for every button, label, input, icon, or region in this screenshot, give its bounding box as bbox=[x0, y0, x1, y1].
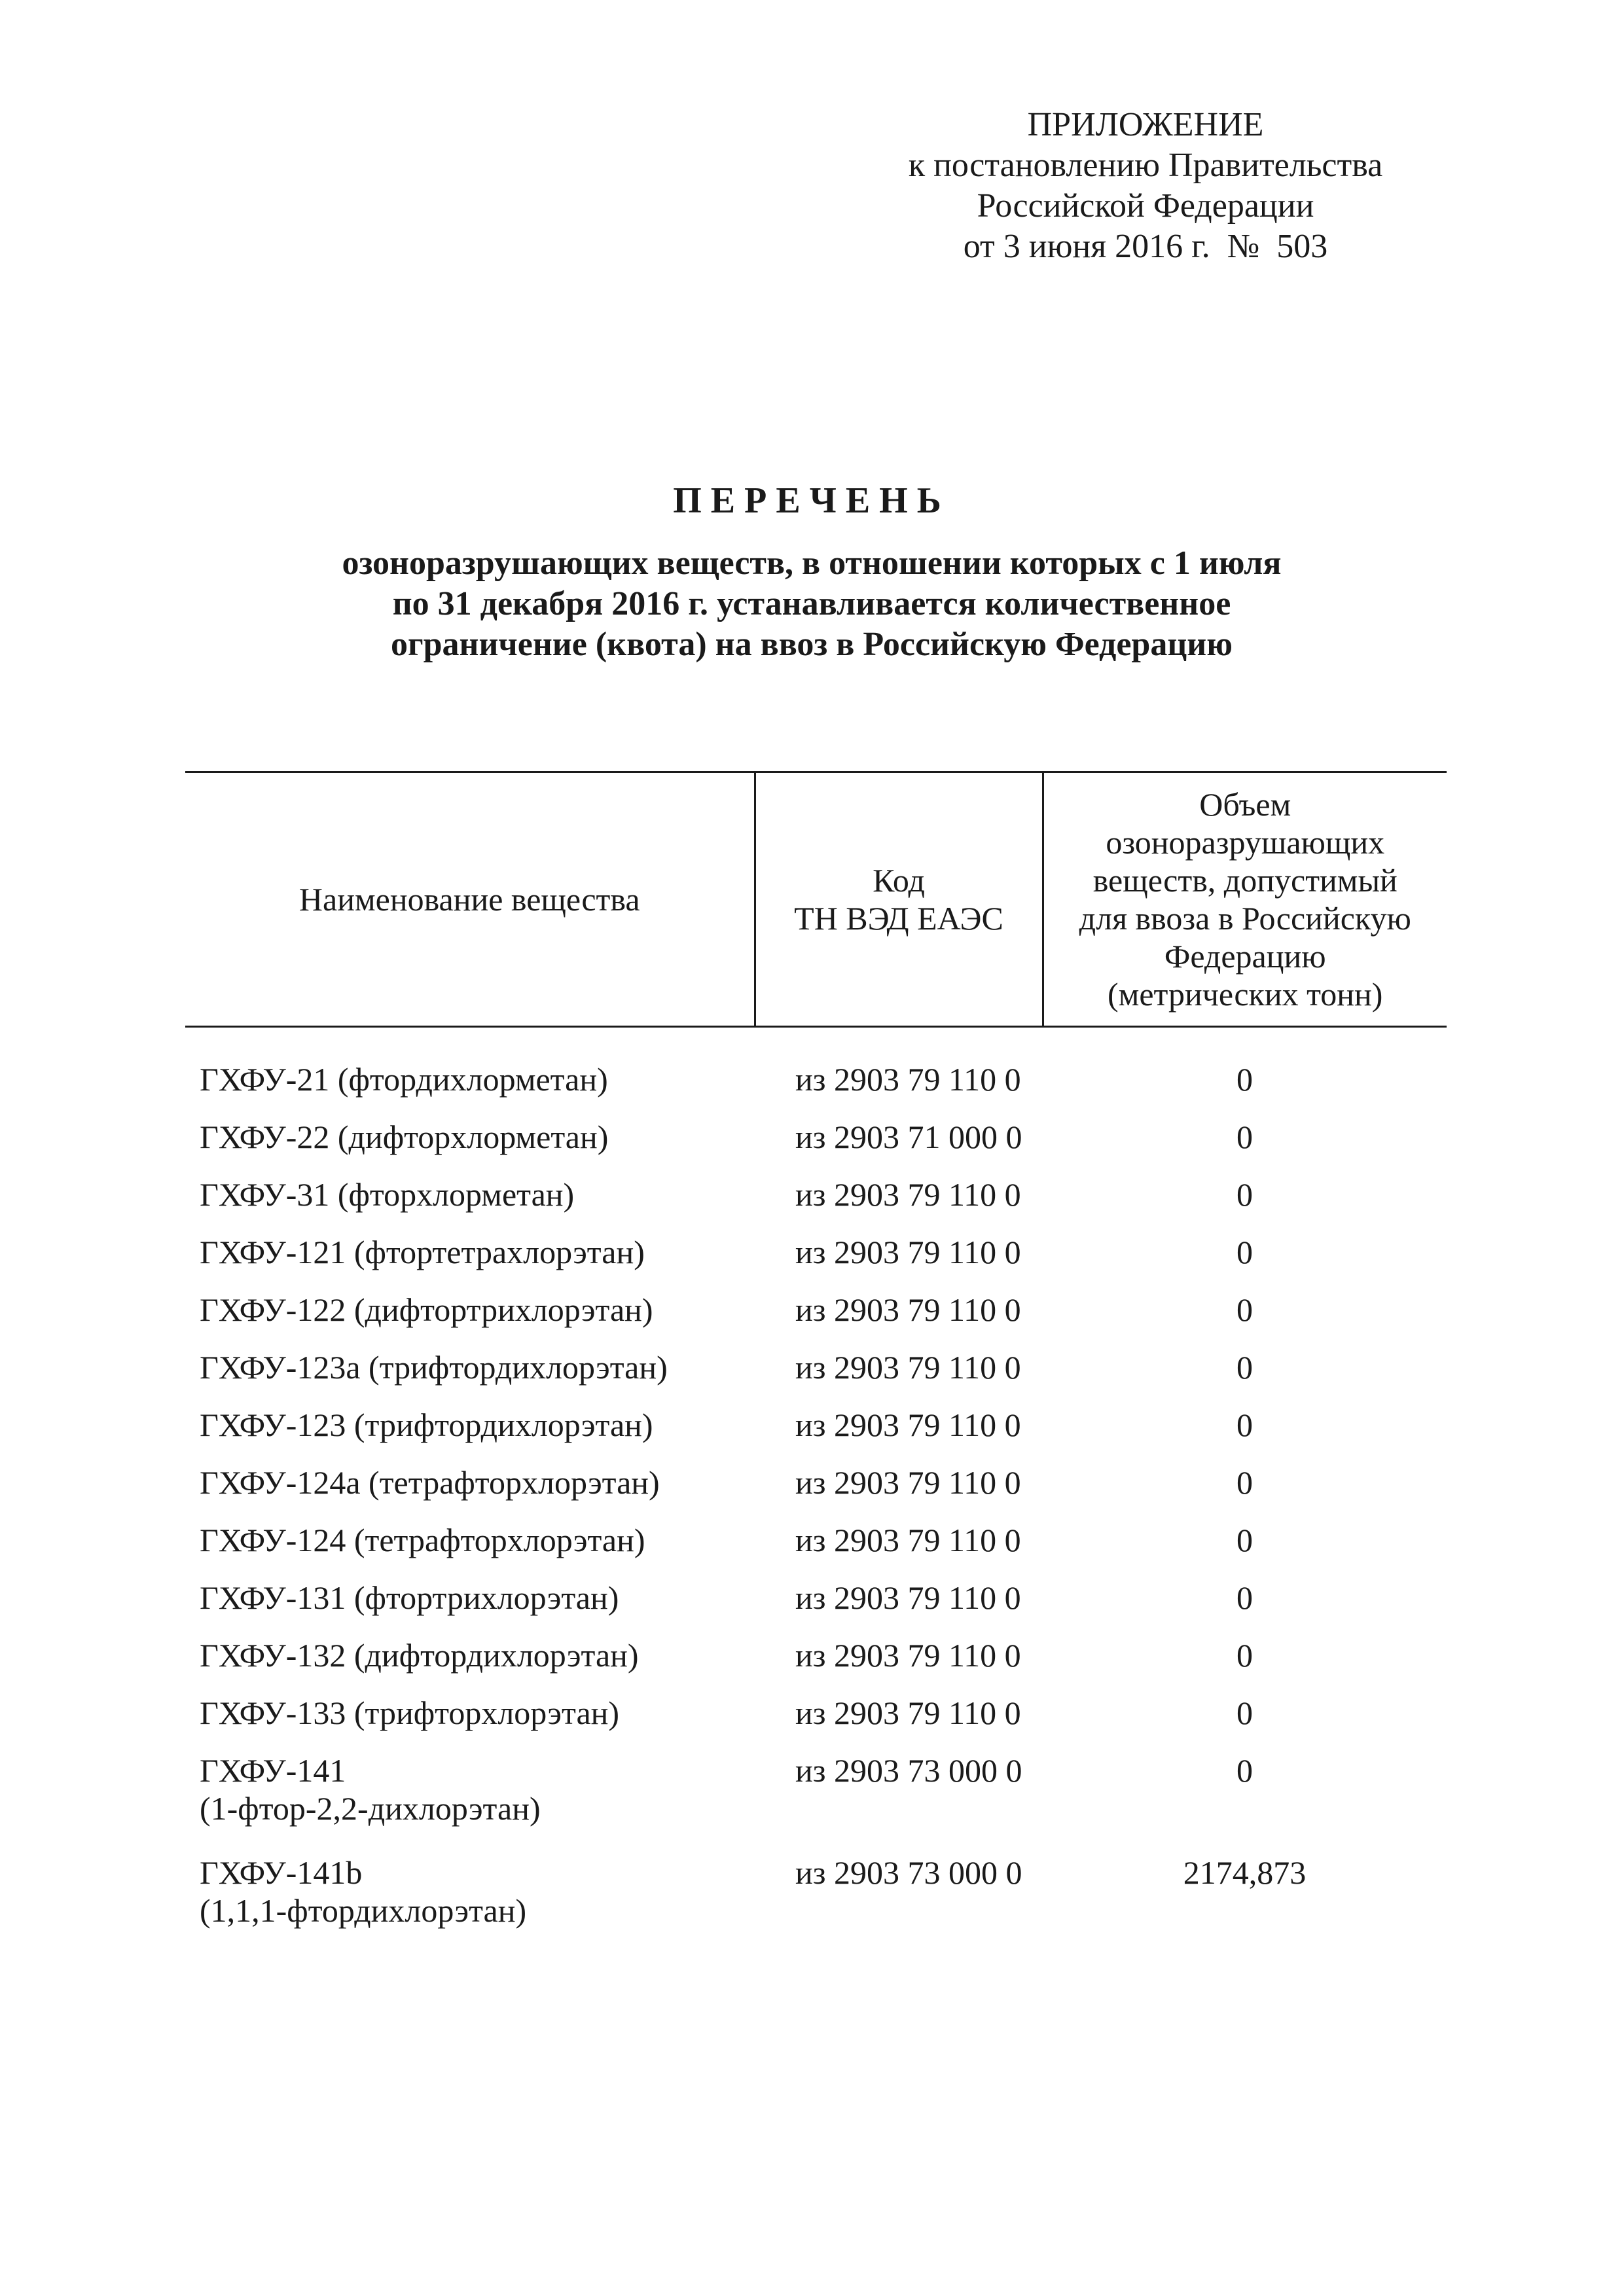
cell-volume: 0 bbox=[1236, 1522, 1253, 1558]
appendix-line-1: к постановлению Правительства bbox=[908, 147, 1383, 184]
header-volume-line: для ввоза в Российскую bbox=[1079, 900, 1411, 937]
cell-code: из 2903 73 000 0 bbox=[795, 1752, 1022, 1789]
appendix-line-2: Российской Федерации bbox=[977, 187, 1314, 224]
header-volume-line: Объем bbox=[1199, 786, 1291, 823]
document-subtitle bbox=[183, 543, 1440, 665]
appendix-header bbox=[785, 105, 1506, 267]
cell-substance-name bbox=[185, 1060, 755, 1118]
cell-volume: 0 bbox=[1236, 1579, 1253, 1616]
header-code bbox=[755, 772, 1043, 1027]
cell-substance-name bbox=[185, 1463, 755, 1521]
cell-substance-name bbox=[185, 1233, 755, 1291]
table-row bbox=[185, 1854, 1447, 1956]
header-volume bbox=[1043, 772, 1447, 1027]
cell-volume: 0 bbox=[1236, 1464, 1253, 1501]
cell-code: из 2903 79 110 0 bbox=[795, 1464, 1021, 1501]
substance-name-line: ГХФУ-31 (фторхлорметан) bbox=[200, 1176, 575, 1213]
substance-name-line: ГХФУ-124 (тетрафторхлорэтан) bbox=[200, 1522, 645, 1558]
header-substance-name: Наименование вещества bbox=[185, 772, 755, 1027]
substance-name-line: ГХФУ-122 (дифтортрихлорэтан) bbox=[200, 1291, 653, 1328]
substance-name-line: (1,1,1-фтордихлорэтан) bbox=[200, 1892, 527, 1929]
cell-volume: 0 bbox=[1236, 1234, 1253, 1270]
substance-name-line: ГХФУ-121 (фтортетрахлорэтан) bbox=[200, 1234, 645, 1270]
cell-substance-name bbox=[185, 1854, 755, 1956]
document-title-block bbox=[183, 478, 1440, 665]
subtitle-line-2: по 31 декабря 2016 г. устанавливается количественное bbox=[392, 585, 1231, 622]
header-code-line-2: ТН ВЭД ЕАЭС bbox=[794, 900, 1003, 937]
cell-volume: 0 bbox=[1236, 1407, 1253, 1443]
cell-code: из 2903 73 000 0 bbox=[795, 1854, 1022, 1891]
table-row bbox=[185, 1348, 1447, 1406]
table-row bbox=[185, 1233, 1447, 1291]
cell-code: из 2903 79 110 0 bbox=[795, 1522, 1021, 1558]
cell-substance-name bbox=[185, 1406, 755, 1463]
substance-name-line: (1-фтор-2,2-дихлорэтан) bbox=[200, 1790, 541, 1827]
cell-code: из 2903 79 110 0 bbox=[795, 1637, 1021, 1674]
cell-volume: 0 bbox=[1236, 1752, 1253, 1789]
table-row bbox=[185, 1521, 1447, 1579]
cell-substance-name bbox=[185, 1636, 755, 1694]
table-row bbox=[185, 1636, 1447, 1694]
cell-volume: 0 bbox=[1236, 1291, 1253, 1328]
cell-code: из 2903 79 110 0 bbox=[795, 1061, 1021, 1098]
cell-volume: 0 bbox=[1236, 1119, 1253, 1155]
cell-substance-name bbox=[185, 1348, 755, 1406]
cell-code: из 2903 79 110 0 bbox=[795, 1176, 1021, 1213]
table-row bbox=[185, 1463, 1447, 1521]
cell-substance-name bbox=[185, 1579, 755, 1636]
appendix-date-line: от 3 июня 2016 г. № 503 bbox=[963, 228, 1328, 265]
substance-name-line: ГХФУ-21 (фтордихлорметан) bbox=[200, 1061, 608, 1098]
header-volume-line: (метрических тонн) bbox=[1108, 976, 1383, 1013]
table-row bbox=[185, 1060, 1447, 1118]
cell-volume: 0 bbox=[1236, 1176, 1253, 1213]
header-volume-line: Федерацию bbox=[1164, 938, 1326, 975]
substance-name-line: ГХФУ-131 (фтортрихлорэтан) bbox=[200, 1579, 619, 1616]
substance-name-line: ГХФУ-132 (дифтордихлорэтан) bbox=[200, 1637, 639, 1674]
cell-volume: 2174,873 bbox=[1183, 1854, 1307, 1891]
table-row bbox=[185, 1694, 1447, 1751]
cell-volume: 0 bbox=[1236, 1695, 1253, 1731]
subtitle-line-1: озоноразрушающих веществ, в отношении которых с 1 июля bbox=[342, 545, 1282, 582]
table-row bbox=[185, 1175, 1447, 1233]
cell-code: из 2903 79 110 0 bbox=[795, 1579, 1021, 1616]
substance-name-line: ГХФУ-123а (трифтордихлорэтан) bbox=[200, 1349, 668, 1386]
document-title: ПЕРЕЧЕНЬ bbox=[673, 480, 950, 521]
cell-substance-name bbox=[185, 1521, 755, 1579]
cell-substance-name bbox=[185, 1751, 755, 1854]
cell-code: из 2903 79 110 0 bbox=[795, 1234, 1021, 1270]
header-volume-line: веществ, допустимый bbox=[1092, 862, 1398, 899]
cell-substance-name bbox=[185, 1118, 755, 1175]
table-row bbox=[185, 1751, 1447, 1854]
substance-name-line: ГХФУ-141b bbox=[200, 1854, 363, 1891]
table-row bbox=[185, 1118, 1447, 1175]
table-body bbox=[185, 1027, 1447, 1956]
substance-name-line: ГХФУ-141 bbox=[200, 1752, 346, 1789]
substances-table-wrap bbox=[185, 771, 1447, 1956]
substances-table bbox=[185, 771, 1447, 1956]
table-header bbox=[185, 772, 1447, 1027]
header-code-line-1: Код bbox=[873, 862, 925, 899]
header-volume-line: озоноразрушающих bbox=[1106, 824, 1385, 861]
appendix-heading: ПРИЛОЖЕНИЕ bbox=[1027, 106, 1264, 143]
cell-code: из 2903 79 110 0 bbox=[795, 1407, 1021, 1443]
substance-name-line: ГХФУ-123 (трифтордихлорэтан) bbox=[200, 1407, 653, 1443]
substance-name-line: ГХФУ-22 (дифторхлорметан) bbox=[200, 1119, 609, 1155]
cell-volume: 0 bbox=[1236, 1637, 1253, 1674]
table-row bbox=[185, 1406, 1447, 1463]
subtitle-line-3: ограничение (квота) на ввоз в Российскую Федерацию bbox=[390, 626, 1233, 663]
cell-code: из 2903 79 110 0 bbox=[795, 1291, 1021, 1328]
substance-name-line: ГХФУ-124а (тетрафторхлорэтан) bbox=[200, 1464, 660, 1501]
cell-substance-name bbox=[185, 1291, 755, 1348]
cell-substance-name bbox=[185, 1694, 755, 1751]
table-row bbox=[185, 1579, 1447, 1636]
cell-code: из 2903 71 000 0 bbox=[795, 1119, 1022, 1155]
table-row bbox=[185, 1291, 1447, 1348]
cell-volume: 0 bbox=[1236, 1061, 1253, 1098]
cell-code: из 2903 79 110 0 bbox=[795, 1695, 1021, 1731]
cell-code: из 2903 79 110 0 bbox=[795, 1349, 1021, 1386]
cell-substance-name bbox=[185, 1175, 755, 1233]
cell-volume: 0 bbox=[1236, 1349, 1253, 1386]
substance-name-line: ГХФУ-133 (трифторхлорэтан) bbox=[200, 1695, 620, 1731]
